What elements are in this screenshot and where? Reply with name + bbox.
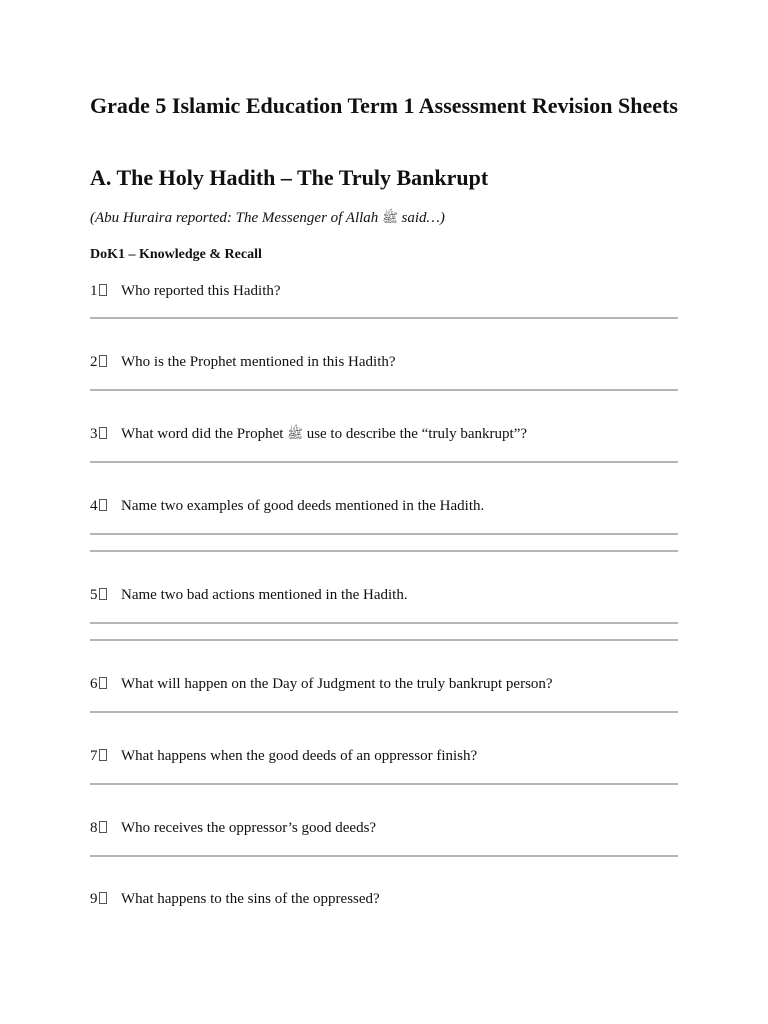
salawat-honorific-icon: ﷺ	[287, 426, 303, 441]
answer-line[interactable]	[90, 783, 678, 785]
question-3	[90, 424, 678, 444]
question-8	[90, 818, 678, 838]
narrator-text-start: (Abu Huraira reported: The Messenger of Allah	[90, 210, 383, 226]
question-text: What happens when the good deeds of an oppressor finish?	[121, 748, 478, 764]
document-title: Grade 5 Islamic Education Term 1 Assessment Revision Sheets	[90, 93, 678, 118]
question-number: 6	[90, 674, 121, 694]
answer-line[interactable]	[90, 389, 678, 391]
question-2	[90, 352, 678, 372]
question-text-end: use to describe the “truly bankrupt”?	[302, 426, 528, 442]
question-7	[90, 746, 678, 766]
answer-line[interactable]	[90, 461, 678, 463]
answer-line[interactable]	[90, 855, 678, 857]
question-text: What will happen on the Day of Judgment to the truly bankrupt person?	[121, 676, 553, 692]
question-text: Who receives the oppressor’s good deeds?	[121, 820, 377, 836]
section-heading: A. The Holy Hadith – The Truly Bankrupt	[90, 165, 489, 190]
dok1-subheading: DoK1 – Knowledge & Recall	[90, 247, 262, 262]
answer-line[interactable]	[90, 533, 678, 535]
question-text: What happens to the sins of the oppressed?	[121, 891, 380, 907]
question-text: Who is the Prophet mentioned in this Hadith?	[121, 354, 396, 370]
question-number: 2	[90, 352, 121, 372]
missing-glyph-box-icon	[99, 588, 107, 600]
question-number: 3	[90, 424, 121, 444]
question-number: 4	[90, 496, 121, 516]
question-text: Name two examples of good deeds mentioned in the Hadith.	[121, 498, 485, 514]
question-number: 8	[90, 818, 121, 838]
missing-glyph-box-icon	[99, 284, 107, 296]
missing-glyph-box-icon	[99, 749, 107, 761]
missing-glyph-box-icon	[99, 355, 107, 367]
question-number: 9	[90, 889, 121, 909]
question-text: Name two bad actions mentioned in the Hadith.	[121, 587, 408, 603]
missing-glyph-box-icon	[99, 499, 107, 511]
answer-line[interactable]	[90, 622, 678, 624]
answer-line[interactable]	[90, 550, 678, 552]
missing-glyph-box-icon	[99, 821, 107, 833]
question-text: Who reported this Hadith?	[121, 283, 281, 299]
question-number: 5	[90, 585, 121, 605]
answer-line[interactable]	[90, 317, 678, 319]
missing-glyph-box-icon	[99, 677, 107, 689]
question-text-start: What word did the Prophet	[121, 426, 288, 442]
question-9	[90, 889, 678, 909]
missing-glyph-box-icon	[99, 427, 107, 439]
question-6	[90, 674, 678, 694]
narrator-text-end: said…)	[397, 210, 445, 226]
missing-glyph-box-icon	[99, 892, 107, 904]
question-number: 1	[90, 281, 121, 301]
question-number: 7	[90, 746, 121, 766]
question-1	[90, 281, 678, 301]
question-4	[90, 496, 678, 516]
salawat-honorific-icon: ﷺ	[382, 210, 398, 225]
answer-line[interactable]	[90, 639, 678, 641]
answer-line[interactable]	[90, 711, 678, 713]
hadith-narrator-line	[90, 208, 445, 228]
question-5	[90, 585, 678, 605]
